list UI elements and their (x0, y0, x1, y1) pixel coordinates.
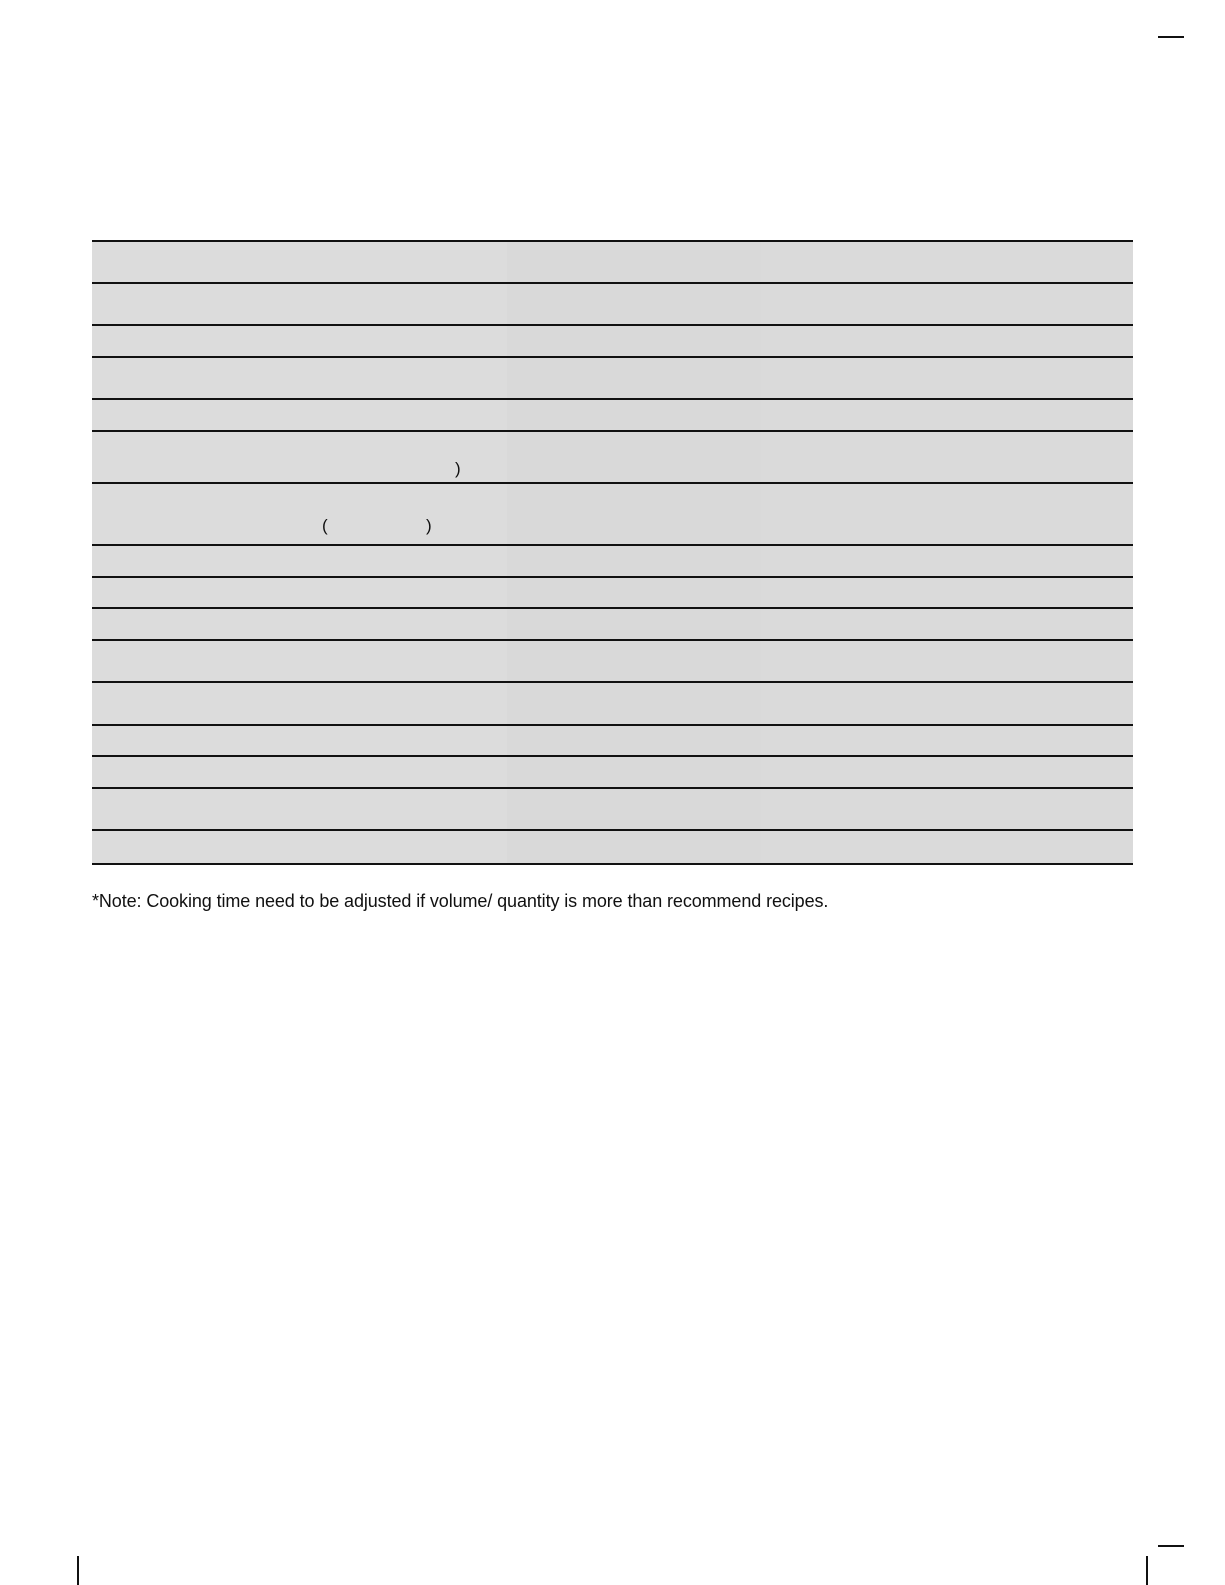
table-cell (240, 400, 507, 430)
table-cell (240, 484, 507, 544)
table-cell (761, 641, 1133, 681)
table-cell (240, 609, 507, 639)
table-cell (92, 326, 240, 356)
table-cell (761, 400, 1133, 430)
table-cell (507, 358, 761, 398)
table-cell (92, 242, 240, 282)
opening-parenthesis: ( (322, 516, 328, 535)
table-cell (507, 609, 761, 639)
table-cell (92, 484, 240, 544)
table-cell (761, 789, 1133, 829)
table-cell (507, 484, 761, 544)
table-cell (240, 326, 507, 356)
table-cell (240, 757, 507, 787)
table-row (92, 358, 1133, 400)
table-row (92, 757, 1133, 789)
table-cell (507, 757, 761, 787)
table-cell (507, 400, 761, 430)
table-row (92, 578, 1133, 609)
table-cell (92, 578, 240, 607)
table-cell (761, 831, 1133, 863)
table-cell (240, 683, 507, 724)
table-cell (507, 726, 761, 755)
table-cell (761, 484, 1133, 544)
table-cell (92, 432, 240, 482)
table-row (92, 609, 1133, 641)
table-cell (92, 831, 240, 863)
table-cell (761, 726, 1133, 755)
table-cell (92, 789, 240, 829)
table-row (92, 683, 1133, 726)
table-row (92, 242, 1133, 284)
table-cell (507, 789, 761, 829)
table-cell (240, 641, 507, 681)
table-cell (507, 326, 761, 356)
table-cell (240, 432, 507, 482)
table-cell (761, 358, 1133, 398)
table-row (92, 400, 1133, 432)
cooking-table (92, 240, 1133, 865)
table-cell (92, 358, 240, 398)
table-cell (240, 358, 507, 398)
table-row (92, 484, 1133, 546)
table-cell (240, 578, 507, 607)
table-cell (240, 831, 507, 863)
table-row (92, 789, 1133, 831)
closing-parenthesis: ) (455, 459, 461, 478)
table-cell (761, 546, 1133, 576)
table-row (92, 326, 1133, 358)
table-cell (240, 726, 507, 755)
table-cell (761, 757, 1133, 787)
table-cell (92, 726, 240, 755)
table-cell (507, 432, 761, 482)
table-cell (240, 546, 507, 576)
crop-mark-bottom-right-vertical (1146, 1556, 1148, 1585)
table-cell (507, 284, 761, 324)
table-cell (761, 578, 1133, 607)
table-row (92, 432, 1133, 484)
table-row (92, 641, 1133, 683)
table-cell (761, 326, 1133, 356)
crop-mark-bottom-left (77, 1556, 79, 1585)
table-cell (761, 284, 1133, 324)
table-cell (761, 432, 1133, 482)
closing-parenthesis: ) (426, 516, 432, 535)
table-cell (507, 242, 761, 282)
table-cell (507, 831, 761, 863)
table-cell (507, 578, 761, 607)
table-row (92, 831, 1133, 863)
table-cell (92, 546, 240, 576)
table-cell (240, 284, 507, 324)
table-cell (92, 683, 240, 724)
crop-mark-top-right (1158, 36, 1184, 38)
table-cell (92, 609, 240, 639)
table-cell (240, 242, 507, 282)
crop-mark-bottom-right (1158, 1545, 1184, 1547)
table-cell (92, 400, 240, 430)
table-cell (507, 546, 761, 576)
table-row (92, 726, 1133, 757)
table-row (92, 546, 1133, 578)
table-cell (507, 641, 761, 681)
cooking-time-note: *Note: Cooking time need to be adjusted if volume/ quantity is more than recommend recipes. (92, 891, 829, 911)
table-cell (761, 683, 1133, 724)
table-cell (240, 789, 507, 829)
table-cell (92, 641, 240, 681)
table-row (92, 284, 1133, 326)
table-cell (507, 683, 761, 724)
table-cell (761, 242, 1133, 282)
table-cell (761, 609, 1133, 639)
table-cell (92, 757, 240, 787)
table-cell (92, 284, 240, 324)
